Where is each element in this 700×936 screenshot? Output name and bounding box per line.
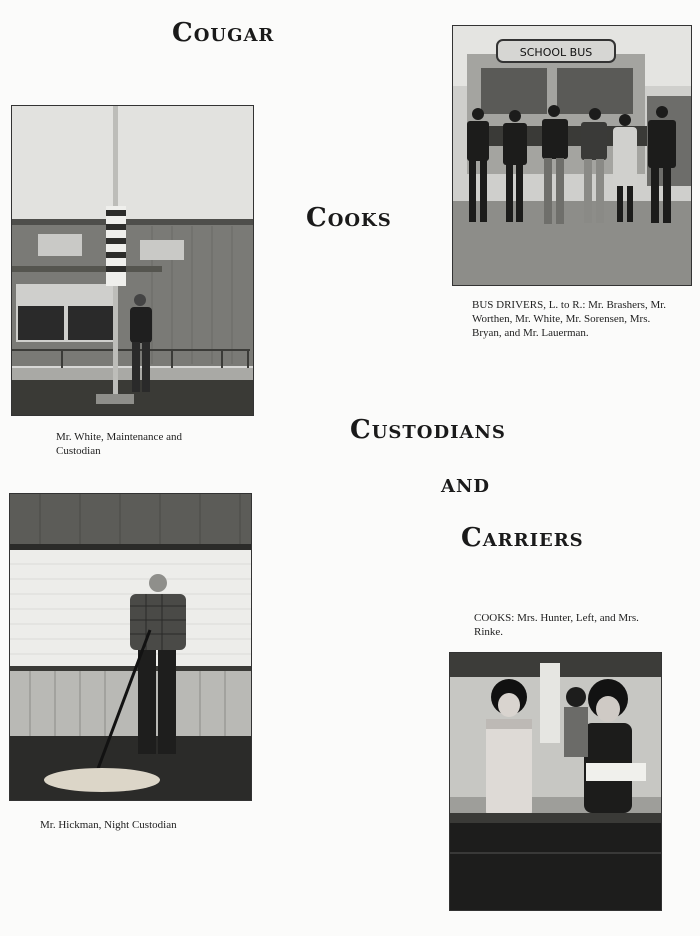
title-custodians: Custodians [350,415,506,445]
bus-drivers-caption: BUS DRIVERS, L. to R.: Mr. Brashers, Mr. Worthen, Mr. White, Mr. Sorensen, Mrs. Bryan, and Mr. Lauerman. [472,299,667,339]
title-cooks: Cooks [306,203,392,233]
night-custodian-caption: Mr. Hickman, Night Custodian [40,819,177,831]
title-cougar: Cougar [172,18,275,48]
bus-drivers-photo [452,25,692,286]
night-custodian-photo [9,493,252,801]
title-carriers: Carriers [461,523,584,553]
bus-sign: SCHOOL BUS [519,46,593,59]
cooks-photo [449,652,662,911]
maintenance-caption: Mr. White, Maintenance and Custodian [56,431,182,457]
title-and: and [441,469,491,499]
maintenance-photo [11,105,254,416]
cooks-caption: COOKS: Mrs. Hunter, Left, and Mrs. Rinke. [474,612,639,638]
